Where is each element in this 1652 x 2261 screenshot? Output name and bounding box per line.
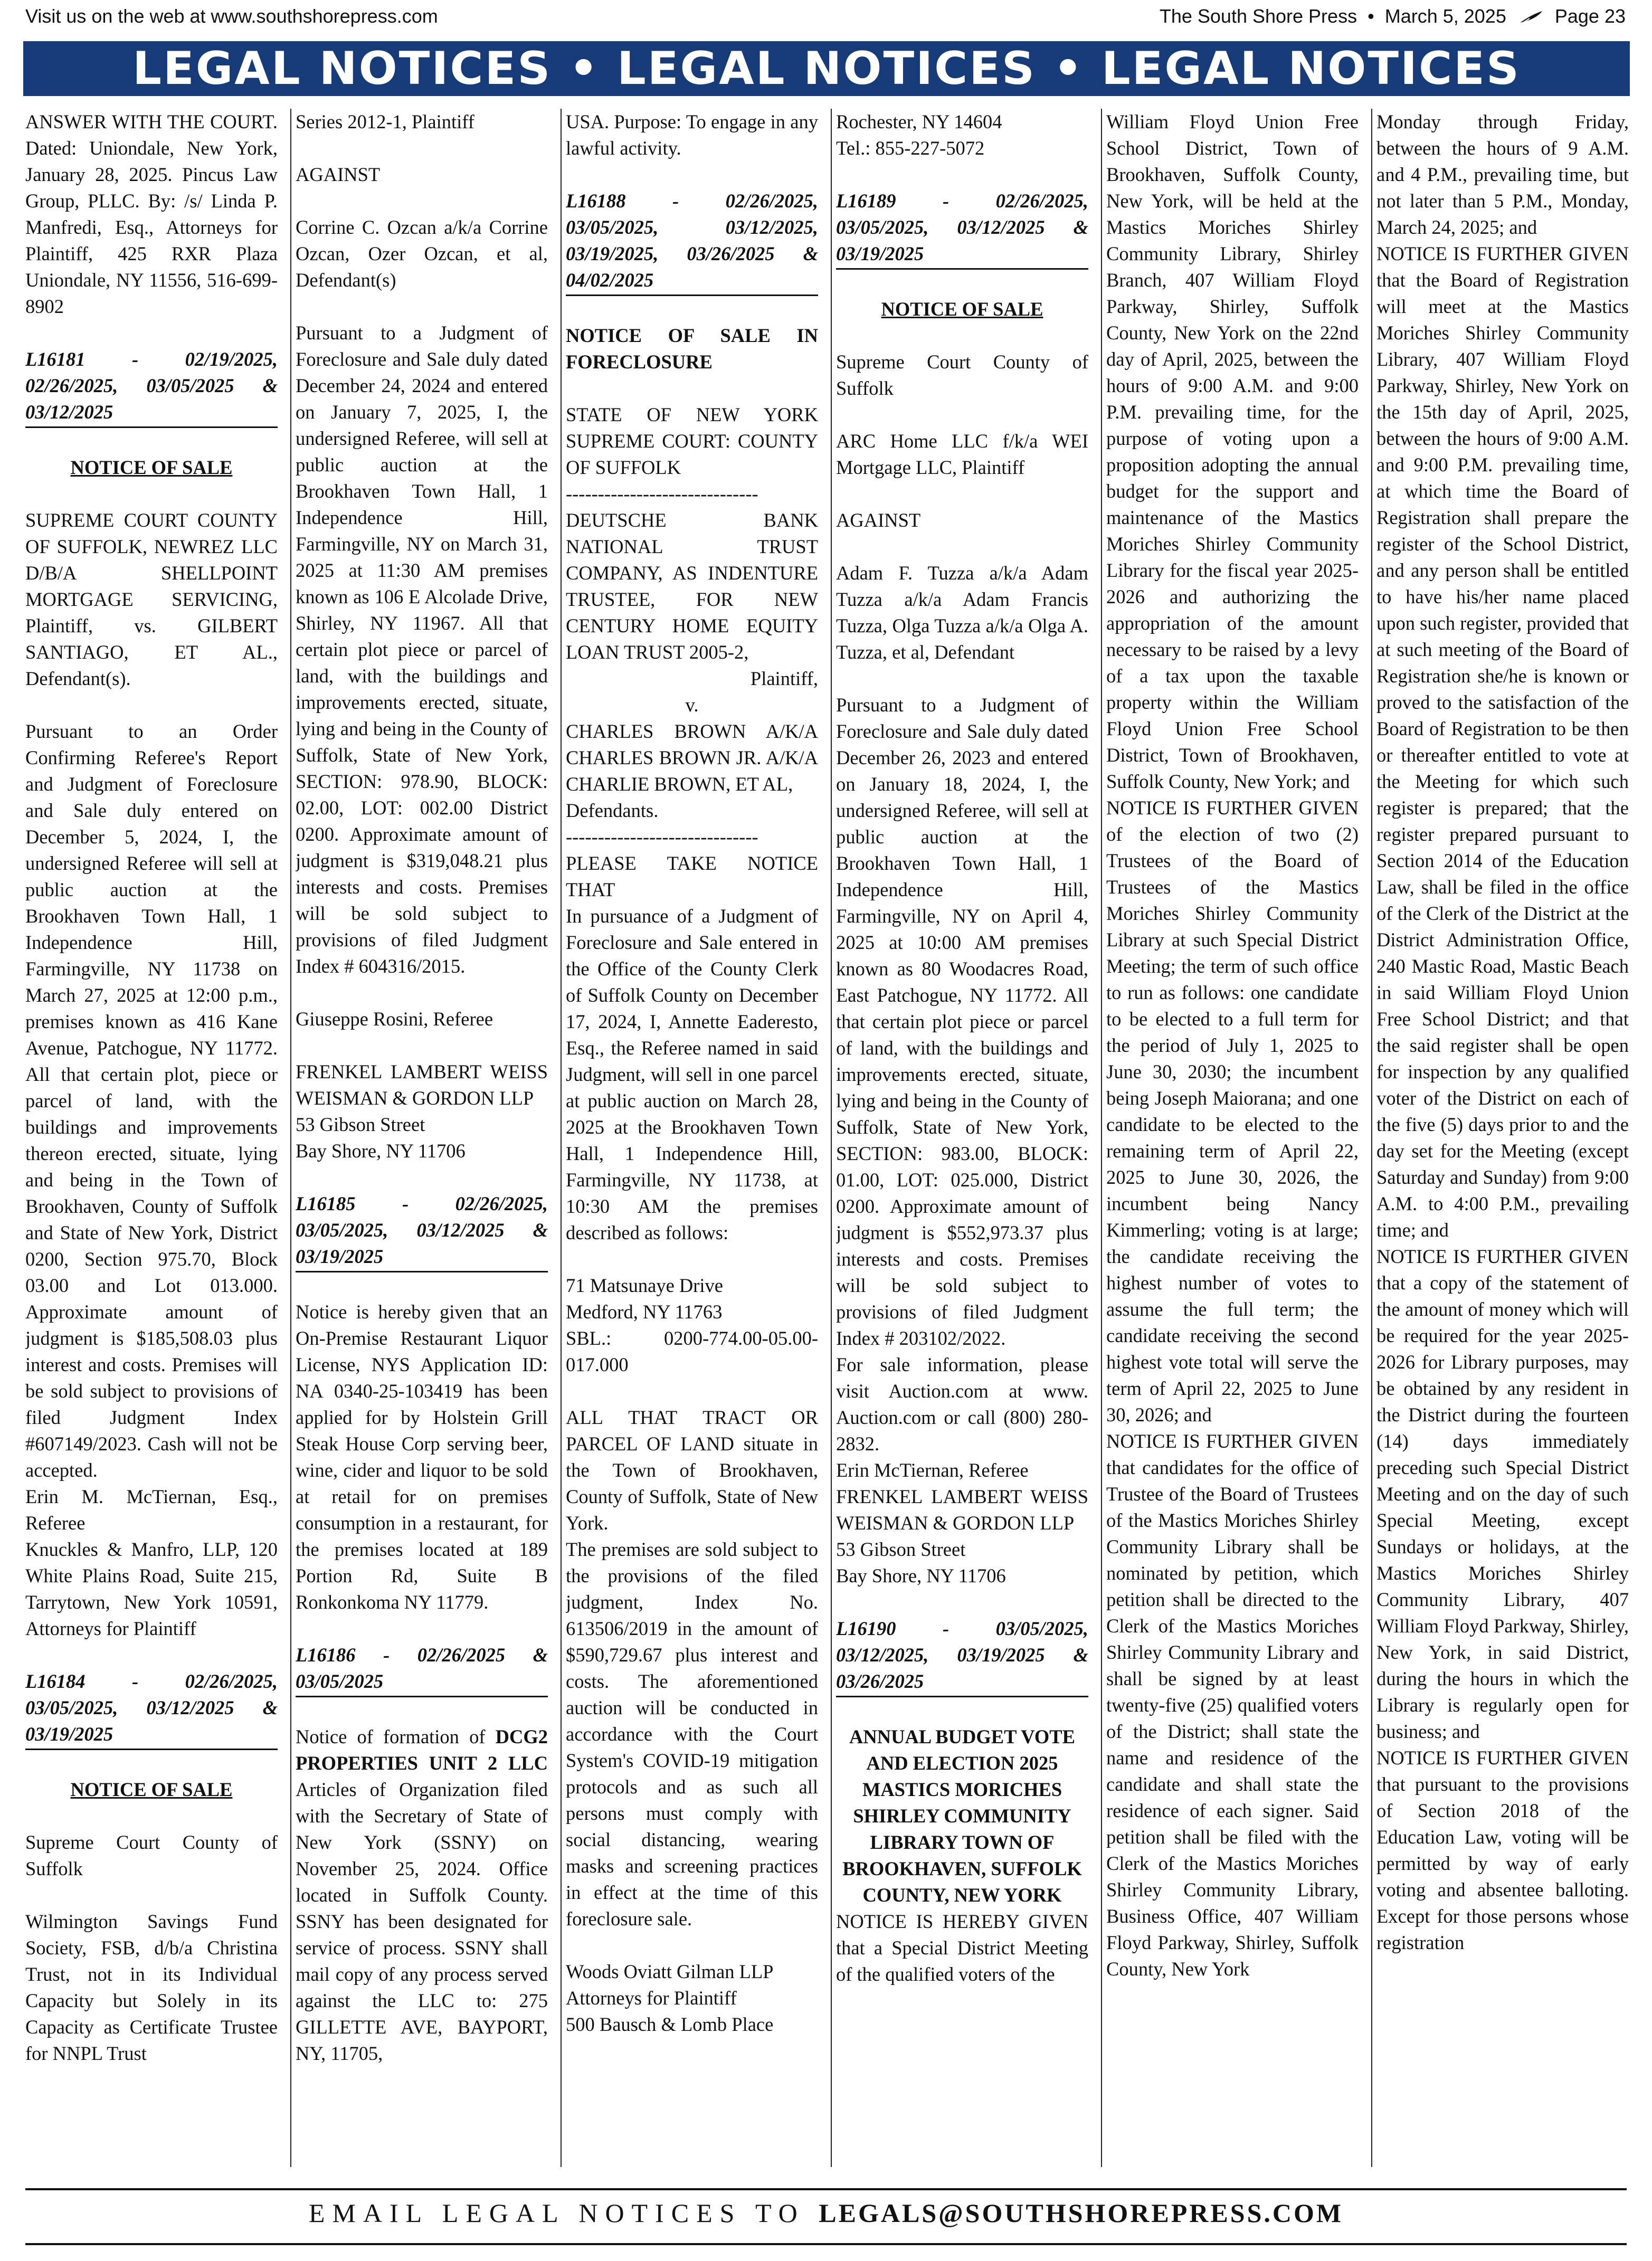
notice-reference: L16186 - 02/26/2025 & 03/05/2025	[296, 1642, 548, 1697]
notice-text: DEUTSCHE BANK NATIONAL TRUST COMPANY, AS INDENTURE TRUSTEE, FOR NEW CENTURY HOME EQUITY LOAN TRUST 2005-2,	[566, 509, 818, 663]
notice-text: Adam F. Tuzza a/k/a Adam Tuzza a/k/a Adam Francis Tuzza, Olga Tuzza a/k/a Olga A. Tuzza, et al, Defendant	[836, 562, 1088, 663]
notice-text: PLEASE TAKE NOTICE THAT	[566, 852, 818, 900]
notice-text: FRENKEL LAMBERT WEISS WEISMAN & GORDON LLP	[836, 1486, 1088, 1534]
notice-text: William Floyd Union Free School District, Town of Brookhaven, Suffolk County, New York, will be held at the Mastics Moriches Shirley Community Library, Shirley Branch, 407 William Floyd Parkway, Shirley, Suffolk County, New York on the 22nd day of April, 2025, between the hours of 9:00 A.M. and 9:00 P.M. prevailing time, for the purpose of voting upon a proposition adopting the annual budget for the support and maintenance of the Mastics Moriches Shirley Community Library for the fiscal year 2025-2026 and authorizing the appropriation of the amount necessary to be raised by a levy of a tax upon the taxable property within the William Floyd Union Free School District, Town of Brookhaven, Suffolk County, New York; and	[1106, 111, 1359, 792]
notice-text: USA. Purpose: To engage in any lawful activity.	[566, 111, 818, 159]
legals-email-link[interactable]: LEGALS@SOUTHSHOREPRESS.COM	[819, 2198, 1344, 2228]
footer-rule-bottom	[25, 2243, 1627, 2245]
column-divider	[561, 109, 562, 2167]
notice-text: Medford, NY 11763	[566, 1301, 723, 1323]
notice-columns	[25, 109, 1627, 2167]
notice-text: Corrine C. Ozcan a/k/a Corrine Ozcan, Ozer Ozcan, et al, Defendant(s)	[296, 216, 548, 291]
notice-text: Plaintiff,	[750, 668, 818, 689]
notice-text: Supreme Court County of Suffolk	[25, 1831, 278, 1879]
notice-text: Monday through Friday, between the hours of 9 A.M. and 4 P.M., prevailing time, but not later than 5 P.M., Monday, March 24, 2025; and	[1376, 111, 1629, 238]
footer-banner	[25, 2198, 1627, 2235]
notice-text: Defendants.	[566, 800, 659, 821]
notice-text: Bay Shore, NY 11706	[836, 1565, 1006, 1586]
column-divider	[1371, 109, 1372, 2167]
column-1	[25, 109, 278, 2167]
notice-text: ALL THAT TRACT OR PARCEL OF LAND situate in the Town of Brookhaven, County of Suffolk, State of New York.	[566, 1407, 818, 1534]
notice-reference: L16184 - 02/26/2025, 03/05/2025, 03/12/2025 & 03/19/2025	[25, 1668, 278, 1750]
notice-reference: L16189 - 02/26/2025, 03/05/2025, 03/12/2025 & 03/19/2025	[836, 188, 1088, 270]
notice-text: In pursuance of a Judgment of Foreclosure and Sale entered in the Office of the County Clerk of Suffolk County on December 17, 2024, I, Annette Eaderesto, Esq., the Referee named in said Judgment, will sell in one parcel at public auction on March 28, 2025 at the Brookhaven Town Hall, 1 Independence Hill, Farmingville, NY 11738, at 10:30 AM the premises described as follows:	[566, 905, 818, 1243]
notice-text: 53 Gibson Street	[836, 1538, 966, 1560]
notice-text: STATE OF NEW YORK SUPREME COURT: COUNTY OF SUFFOLK	[566, 404, 818, 478]
notice-text: NOTICE IS FURTHER GIVEN that pursuant to the provisions of Section 2018 of the Education Law, voting will be permitted by way of early voting and absentee balloting. Except for those persons whose registration	[1376, 1747, 1629, 1953]
notice-heading: ANNUAL BUDGET VOTE AND ELECTION 2025 MASTICS MORICHES SHIRLEY COMMUNITY LIBRARY TOWN OF BROOKHAVEN, SUFFOLK COUNTY, NEW YORK	[842, 1726, 1082, 1906]
dashed-separator: ------------------------------	[566, 826, 758, 848]
column-divider	[831, 109, 832, 2167]
notice-text: 500 Bausch & Lomb Place	[566, 2013, 774, 2035]
notice-text: NOTICE IS FURTHER GIVEN of the election of two (2) Trustees of the Board of Trustees of the Mastics Moriches Shirley Community Library at such Special District Meeting; the term of such office to run as follows: one candidate to be elected to a full term for the period of July 1, 2025 to June 30, 2030; the incumbent being Joseph Maiorana; and one candidate to be elected to the remaining term of April 22, 2025 to June 30, 2026, the incumbent being Nancy Kimmerling; voting is at large; the candidate receiving the highest number of votes to assume the full term; the candidate receiving the second highest vote total will serve the term of April 22, 2025 to June 30, 2026; and	[1106, 797, 1359, 1426]
notice-text: NOTICE IS FURTHER GIVEN that the Board of Registration will meet at the Mastics Moriches Shirley Community Library, 407 William Floyd Parkway, Shirley, New York on the 15th day of April, 2025, between the hours of 9:00 A.M. and 9:00 P.M. prevailing time, at which time the Board of Registration shall prepare the register of the School District, and any person shall be entitled to have his/her name placed upon such register, provided that at such meeting of the Board of Registration she/he is known or proved to the satisfaction of the Board of Registration to be then or thereafter entitled to vote at the Meeting for which such register is prepared; that the register prepared pursuant to Section 2014 of the Education Law, shall be filed in the office of the Clerk of the District at the District Administration Office, 240 Mastic Road, Mastic Beach in said William Floyd Union Free School District; and that the said register shall be open for inspection by any qualified voter of the District on each of the five (5) days prior to and the day set for the Meeting (except Saturday and Sunday) from 9:00 A.M. to 4:00 P.M., prevailing time; and	[1376, 243, 1629, 1241]
notice-text: The premises are sold subject to the provisions of the filed judgment, Index No. 613506/2019 in the amount of $590,729.67 plus interest and costs. The aforementioned auction will be conducted in accordance with the Court System's COVID-19 mitigation protocols and as such all persons must comply with social distancing, wearing masks and screening practices in effect at the time of this foreclosure sale.	[566, 1538, 818, 1930]
footer-rule-top	[25, 2188, 1627, 2190]
notice-text-body: Articles of Organization filed with the Secretary of State of New York (SSNY) on November 25, 2024. Office located in Suffolk County. SSNY has been designated for service of process. SSNY shall mail copy of any process served against the LLC to: 275 GILLETTE AVE, BAYPORT, NY, 11705,	[296, 1779, 548, 2064]
notice-reference: L16190 - 03/05/2025, 03/12/2025, 03/19/2025 & 03/26/2025	[836, 1616, 1088, 1697]
notice-text: Tel.: 855-227-5072	[836, 137, 985, 159]
notice-heading: NOTICE OF SALE	[70, 1779, 233, 1800]
notice-heading: NOTICE OF SALE	[70, 457, 233, 478]
notice-reference: L16188 - 02/26/2025, 03/05/2025, 03/12/2025, 03/19/2025, 03/26/2025 & 04/02/2025	[566, 188, 818, 296]
notice-text: ARC Home LLC f/k/a WEI Mortgage LLC, Plaintiff	[836, 430, 1088, 478]
page-number: Page 23	[1554, 5, 1626, 27]
column-divider	[290, 109, 291, 2167]
issue-date: March 5, 2025	[1384, 5, 1506, 27]
notice-heading: NOTICE OF SALE IN FORECLOSURE	[566, 325, 818, 373]
notice-text: Notice is hereby given that an On-Premise Restaurant Liquor License, NYS Application ID: NA 0340-25-103419 has been applied for by Holstein Grill Steak House Corp serving beer, wine, cider and liquor to be sold at retail for on premises consumption in a restaurant, for the premises located at 189 Portion Rd, Suite B Ronkonkoma NY 11779.	[296, 1301, 548, 1613]
notice-text: NOTICE IS FURTHER GIVEN that a copy of the statement of the amount of money which will be required for the year 2025-2026 for Library purposes, may be obtained by any resident in the District during the fourteen (14) days immediately preceding such Special District Meeting and on the day of such Special Meeting, except Sundays or holidays, at the Mastics Moriches Shirley Community Library, 407 William Floyd Parkway, Shirley, New York, in said District, during the hours in which the Library is regularly open for business; and	[1376, 1246, 1629, 1742]
dashed-separator: ------------------------------	[566, 483, 758, 505]
notice-text: SUPREME COURT COUNTY OF SUFFOLK, NEWREZ LLC D/B/A SHELLPOINT MORTGAGE SERVICING, Plaintiff, vs. GILBERT SANTIAGO, ET AL., Defendant(s).	[25, 509, 278, 689]
notice-text: Knuckles & Manfro, LLP, 120 White Plains Road, Suite 215, Tarrytown, New York 10591, Attorneys for Plaintiff	[25, 1538, 278, 1639]
notice-text: Bay Shore, NY 11706	[296, 1140, 466, 1162]
top-bar	[25, 3, 1626, 30]
notice-text: 71 Matsunaye Drive	[566, 1275, 724, 1296]
notice-text	[296, 1724, 548, 2067]
notice-text: AGAINST	[296, 164, 381, 185]
column-6	[1376, 109, 1629, 2167]
notice-text: NOTICE IS FURTHER GIVEN that candidates for the office of Trustee of the Board of Trustees of the Mastics Moriches Shirley Community Library shall be nominated by petition, which petition shall be directed to the Clerk of the Mastics Moriches Shirley Community Library and shall be signed by at least twenty-five (25) qualified voters of the District; shall state the name and residence of the candidate and shall state the residence of each signer. Said petition shall be filed with the Clerk of the Mastics Moriches Shirley Community Library, Business Office, 407 William Floyd Parkway, Shirley, Suffolk County, New York	[1106, 1430, 1359, 1980]
notice-heading: NOTICE OF SALE	[881, 298, 1043, 320]
notice-text: Erin M. McTiernan, Esq., Referee	[25, 1486, 278, 1534]
column-divider	[1101, 109, 1102, 2167]
notice-text: Pursuant to an Order Confirming Referee's Report and Judgment of Foreclosure and Sale duly entered on December 5, 2024, I, the undersigned Referee will sell at public auction at the Brookhaven Town Hall, 1 Independence Hill, Farmingville, NY 11738 on March 27, 2025 at 12:00 p.m., premises known as 416 Kane Avenue, Patchogue, NY 11772. All that certain plot, piece or parcel of land, with the buildings and improvements thereon erected, situate, lying and being in the Town of Brookhaven, County of Suffolk and State of New York, District 0200, Section 975.70, Block 03.00 and Lot 013.000. Approximate amount of judgment is $185,508.03 plus interest and costs. Premises will be sold subject to provisions of filed Judgment Index #607149/2023. Cash will not be accepted.	[25, 720, 278, 1481]
legal-notices-banner: LEGAL NOTICES • LEGAL NOTICES • LEGAL NOTICES	[23, 41, 1630, 96]
notice-text: SBL.: 0200-774.00-05.00-017.000	[566, 1327, 818, 1375]
notice-text: Wilmington Savings Fund Society, FSB, d/b/a Christina Trust, not in its Individual Capacity but Solely in its Capacity as Certificate Trustee for NNPL Trust	[25, 1911, 278, 2064]
column-2	[296, 109, 548, 2167]
notice-text: Supreme Court County of Suffolk	[836, 351, 1088, 399]
footer-label: EMAIL LEGAL NOTICES TO	[308, 2198, 805, 2228]
notice-text: 53 Gibson Street	[296, 1114, 425, 1135]
notice-text: AGAINST	[836, 509, 921, 531]
notice-text: Pursuant to a Judgment of Foreclosure and Sale duly dated December 26, 2023 and entered on January 18, 2024, I, the undersigned Referee, will sell at public auction at the Brookhaven Town Hall, 1 Independence Hill, Farmingville, NY on April 4, 2025 at 10:00 AM premises known as 80 Woodacres Road, East Patchogue, NY 11772. All that certain plot piece or parcel of land, with the buildings and improvements erected, situate, lying and being in the County of Suffolk, State of New York, SECTION: 983.00, BLOCK: 01.00, LOT: 025.000, District 0200. Approximate amount of judgment is $552,973.37 plus interests and costs. Premises will be sold subject to provisions of filed Judgment Index # 203102/2022.	[836, 694, 1088, 1349]
column-3	[566, 109, 818, 2167]
column-5	[1106, 109, 1359, 2167]
notice-text: ANSWER WITH THE COURT. Dated: Uniondale, New York, January 28, 2025. Pincus Law Group, PLLC. By: /s/ Linda P. Manfredi, Esq., Attorneys for Plaintiff, 425 RXR Plaza Uniondale, NY 11556, 516-699-8902	[25, 111, 278, 317]
notice-text: v.	[685, 694, 699, 716]
notice-text: Attorneys for Plaintiff	[566, 1987, 737, 2009]
notice-text: Giuseppe Rosini, Referee	[296, 1008, 493, 1030]
notice-text: Pursuant to a Judgment of Foreclosure and Sale duly dated December 24, 2024 and entered on January 7, 2025, I, the undersigned Referee, will sell at public auction at the Brookhaven Town Hall, 1 Independence Hill, Farmingville, NY on March 31, 2025 at 11:30 AM premises known as 106 E Alcolade Drive, Shirley, NY 11967. All that certain plot piece or parcel of land, with the buildings and improvements erected, situate, lying and being in the County of Suffolk, State of New York, SECTION: 978.90, BLOCK: 02.00, LOT: 002.00 District 0200. Approximate amount of judgment is $319,048.21 plus interests and costs. Premises will be sold subject to provisions of filed Judgment Index # 604316/2015.	[296, 322, 548, 977]
paper-name: The South Shore Press	[1159, 5, 1357, 27]
llc-name: DCG2 PROPERTIES UNIT 2 LLC	[296, 1726, 548, 1774]
masthead-info	[1160, 5, 1626, 28]
quill-pen-icon	[1519, 6, 1543, 28]
notice-text: For sale information, please visit Auction.com at www. Auction.com or call (800) 280-2832.	[836, 1354, 1088, 1455]
notice-text: Erin McTiernan, Referee	[836, 1459, 1029, 1481]
column-4	[836, 109, 1088, 2167]
notice-text: Rochester, NY 14604	[836, 111, 1002, 132]
notice-text: Series 2012-1, Plaintiff	[296, 111, 474, 132]
notice-text: Woods Oviatt Gilman LLP	[566, 1961, 774, 1982]
notice-text-lead: Notice of formation of	[296, 1726, 496, 1747]
notice-text: FRENKEL LAMBERT WEISS WEISMAN & GORDON LLP	[296, 1061, 548, 1109]
website-link[interactable]: Visit us on the web at www.southshorepress.com	[25, 5, 438, 27]
notice-reference: L16181 - 02/19/2025, 02/26/2025, 03/05/2025 & 03/12/2025	[25, 346, 278, 428]
notice-reference: L16185 - 02/26/2025, 03/05/2025, 03/12/2025 & 03/19/2025	[296, 1191, 548, 1272]
notice-text: NOTICE IS HEREBY GIVEN that a Special District Meeting of the qualified voters of the	[836, 1911, 1088, 1985]
notice-text: CHARLES BROWN A/K/A CHARLES BROWN JR. A/K/A CHARLIE BROWN, ET AL,	[566, 720, 818, 795]
separator-bullet: •	[1368, 5, 1374, 27]
